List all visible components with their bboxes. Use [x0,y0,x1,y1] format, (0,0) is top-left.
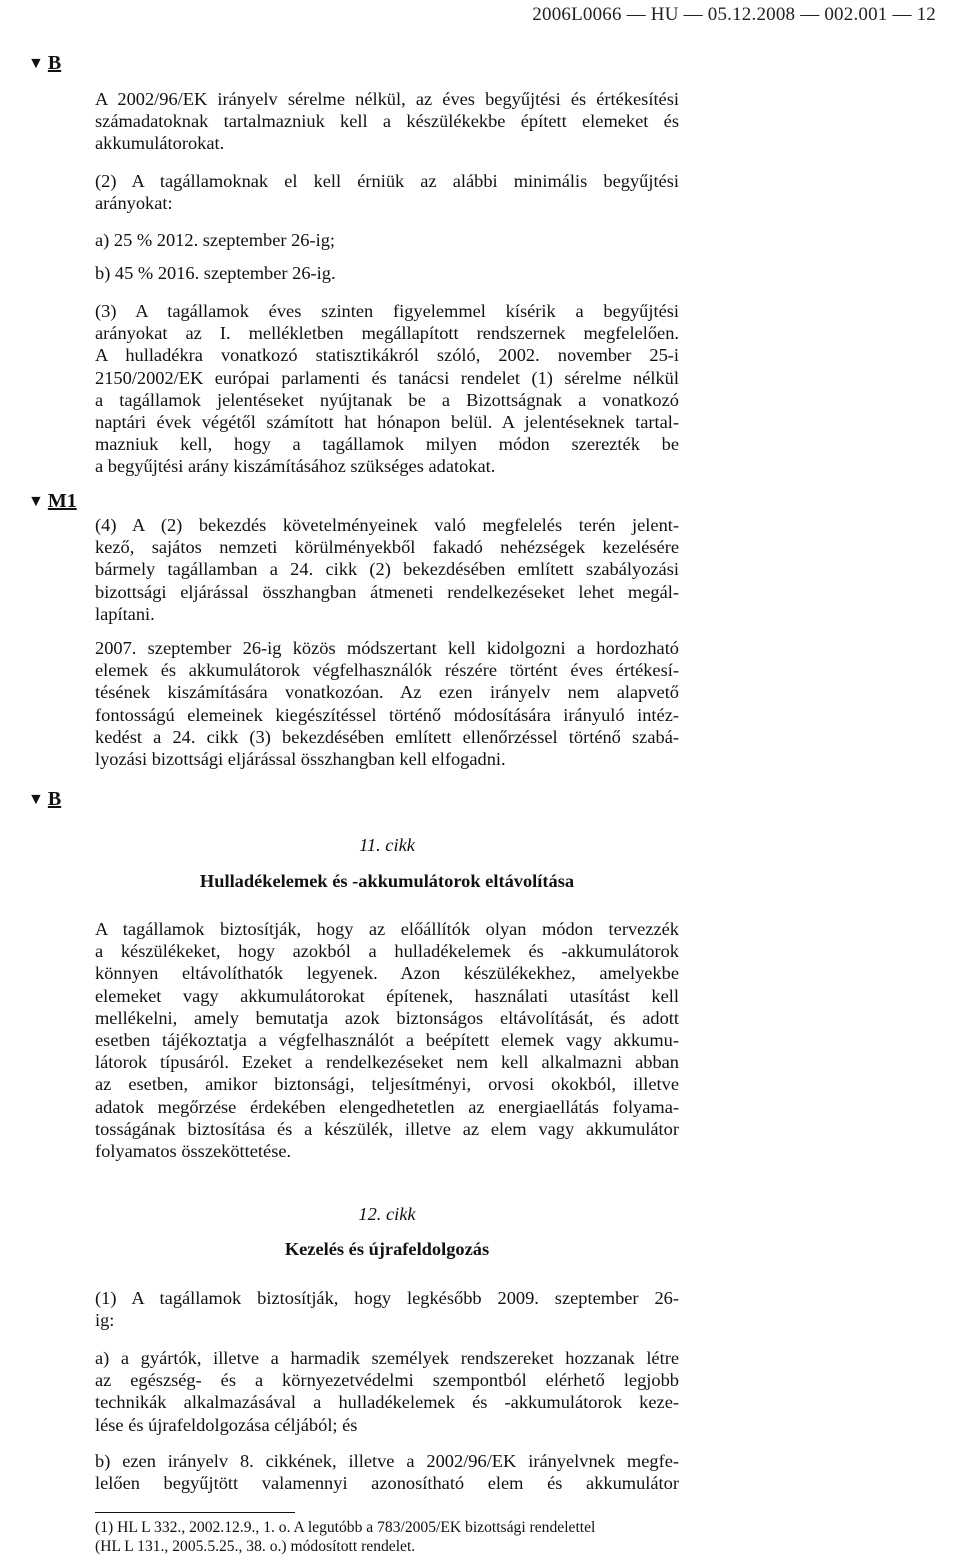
paragraph-7: (1) A tagállamok biztosítják, hogy legkésőbb 2009. szeptember 26- ig: [95,1288,679,1331]
article-12-title: Kezelés és újrafeldolgozás [284,1239,490,1259]
footnote-divider [95,1512,295,1513]
paragraph-2: (2) A tagállamoknak el kell érniük az alábbi minimális begyűjtési arányokat: [95,171,679,214]
marker-label[interactable]: B [47,52,62,74]
triangle-down-icon: ▼ [28,493,44,510]
article-11-number: 11. cikk [359,835,415,855]
page-header: 2006L0066 — HU — 05.12.2008 — 002.001 — 12 [532,4,936,25]
paragraph-3: (3) A tagállamok éves szinten figyelemmel kísérik a begyűjtési arányokat az I. mellékletben megállapított rendszernek megfelelően. A hulladékra vonatkozó statisztikákról szóló, 2002. november 25-i 2150/2002/EK európai parlamenti és tanácsi rendelet (1) sérelme nélkül a tagállamok jelentéseket nyújtanak be a Bizottságnak a vonatkozó naptári évek végétől számított hat hónapon belül. A jelentéseknek tartal- mazniuk kell, hogy a tagállamok milyen módon szerezték be a begyűjtési arány kiszámításához szükséges adatokat. [95,301,679,477]
marker-m1 [28,490,77,513]
marker-b-bottom [28,788,61,811]
marker-label[interactable]: M1 [47,490,77,512]
list-item-12a: a) a gyártók, illetve a harmadik személyek rendszereket hozzanak létre az egészség- és a környezetvédelmi szempontból elérhető legjobb technikák alkalmazásával a hulladékelemek és -akkumulátorok keze- lése és újrafeldolgozása céljából; és [95,1348,679,1435]
paragraph-intro: A 2002/96/EK irányelv sérelme nélkül, az éves begyűjtési és értékesítési számadatoknak tartalmazniuk kell a készülékekbe épített elemeket és akkumulátorokat. [95,89,679,154]
article-11-title: Hulladékelemek és -akkumulátorok eltávolítása [199,871,575,891]
paragraph-4: (4) A (2) bekezdés követelményeinek való megfelelés terén jelent- kező, sajátos nemzeti körülményekből fakadó nehézségek kezelésére bármely tagállamban a 24. cikk (2) bekezdésében említett szabályozási bizottsági eljárással összhangban átmeneti rendelkezéseket lehet megál- lapítani. [95,515,679,624]
marker-label[interactable]: B [47,788,62,810]
footnote: (1) HL L 332., 2002.12.9., 1. o. A legutóbb a 783/2005/EK bizottsági rendelettel (HL L 131., 2005.5.25., 38. o.) módosított rendelet. [95,1519,596,1555]
list-item-a: a) 25 % 2012. szeptember 26-ig; [95,230,336,250]
list-item-12b: b) ezen irányelv 8. cikkének, illetve a 2002/96/EK irányelvnek megfe- lelően begyűjtött valamennyi azonosítható elem és akkumulátor [95,1451,679,1494]
paragraph-6: A tagállamok biztosítják, hogy az előállítók olyan módon tervezzék a készülékeket, hogy azokból a hulladékelemek és -akkumulátorok könnyen eltávolíthatók legyenek. Azon készülékekhez, amelyekbe elemeket vagy akkumulátorokat építenek, használati utasítást kell mellékelni, amely bemutatja azok biztonságos eltávolítását, és adott esetben tájékoztatja a végfelhasználót a beépített elemek vagy akkumu- látorok típusáról. Ezeket a rendelkezéseket nem kell alkalmazni abban az esetben, amikor biztonsági, teljesítményi, orvosi okokból, illetve adatok megőrzése érdekében elengedhetetlen az energiaellátás folyama- tosságának biztosítása és a készülék, illetve az elem vagy akkumulátor folyamatos összeköttetése. [95,919,679,1162]
footnote-ref-line: 2150/2002/EK európai parlamenti és tanácsi rendelet (1) sérelme nélkül [95,367,679,388]
article-12-number: 12. cikk [358,1204,416,1224]
triangle-down-icon: ▼ [28,791,44,808]
paragraph-5: 2007. szeptember 26-ig közös módszertant kell kidolgozni a hordozható elemek és akkumulátorok végfelhasználók részére történt éves értékesí- tésének kiszámítására vonatkozóan. Az ezen irányelv nem alapvető fontosságú elemeinek kiegészítéssel történő módosítására irányuló intéz- kedést a 24. cikk (3) bekezdésében említett ellenőrzéssel történő szabá- lyozási bizottsági eljárással összhangban kell elfogadni. [95,638,679,770]
marker-b-top [28,52,61,75]
list-item-b: b) 45 % 2016. szeptember 26-ig. [95,263,336,283]
triangle-down-icon: ▼ [28,55,44,72]
